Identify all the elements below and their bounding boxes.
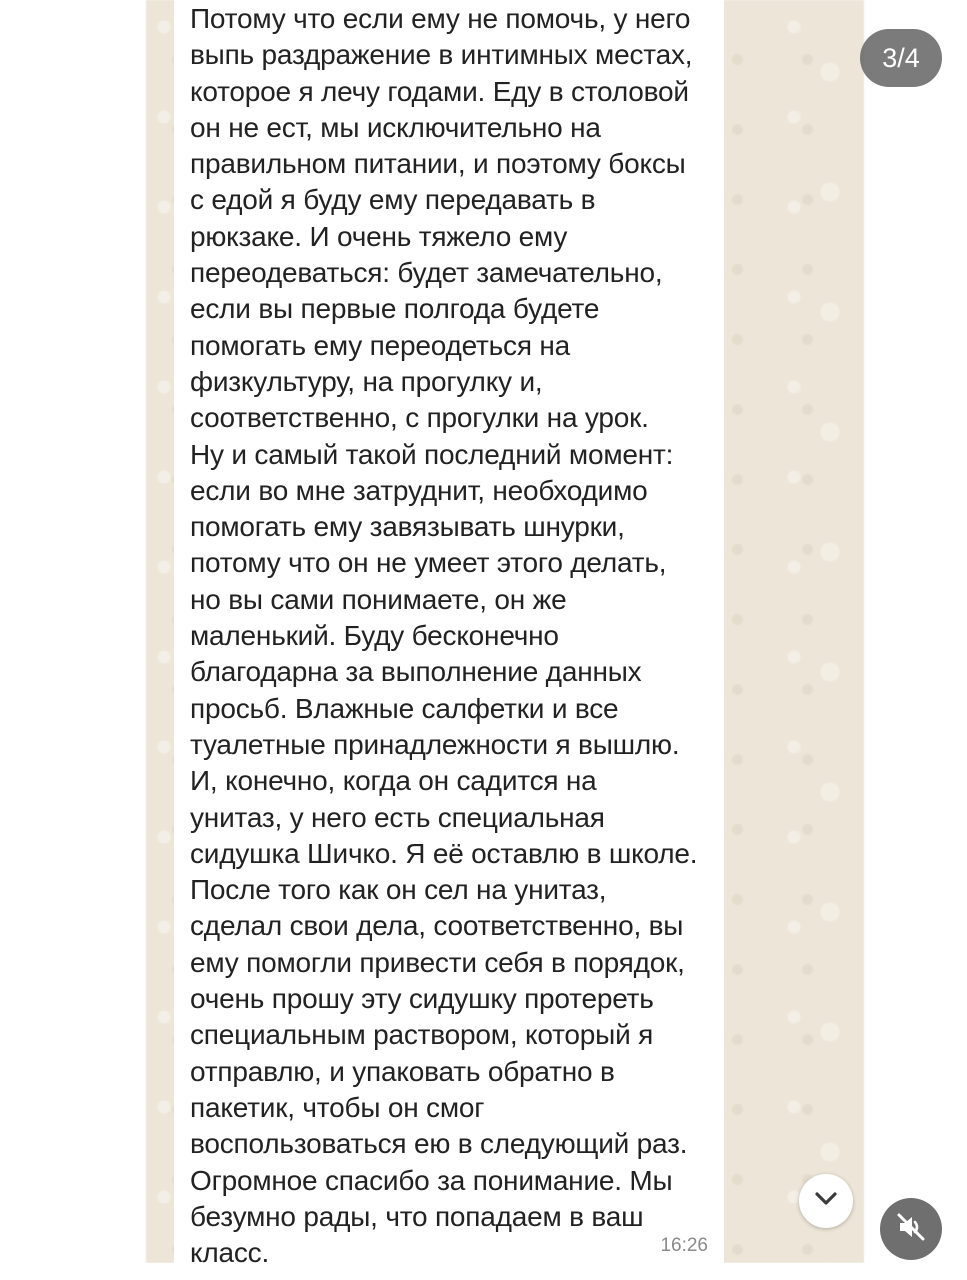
message-line: потому что он не умеет этого делать, (190, 547, 667, 579)
message-line: которое я лечу годами. Еду в столовой (190, 75, 689, 107)
message-line: пакетик, чтобы он смог (190, 1091, 485, 1123)
page-counter-badge: 3/4 (860, 29, 942, 87)
message-line: Ну и самый такой последний момент: (190, 438, 674, 470)
message-line: сделал свои дела, соответственно, вы (190, 910, 684, 942)
message-line: он не ест, мы исключительно на (190, 111, 601, 143)
message-line: И, конечно, когда он садится на (190, 765, 597, 797)
message-line: После того как он сел на унитаз, (190, 874, 607, 906)
message-line: помогать ему завязывать шнурки, (190, 511, 625, 543)
message-line: ему помогли привести себя в порядок, (190, 946, 685, 978)
message-line: соответственно, с прогулки на урок. (190, 402, 649, 434)
message-line: помогать ему переодеться на (190, 329, 571, 361)
speaker-muted-icon (894, 1210, 928, 1249)
message-text (190, 1, 720, 1271)
message-line: отправлю, и упаковать обратно в (190, 1055, 615, 1087)
message-line: но вы сами понимаете, он же (190, 583, 567, 615)
message-line: класс. (190, 1237, 270, 1269)
message-line: специальным раствором, который я (190, 1019, 654, 1051)
scroll-down-button[interactable] (799, 1174, 853, 1228)
message-line: очень прошу эту сидушку протереть (190, 983, 654, 1015)
message-line: Огромное спасибо за понимание. Мы (190, 1164, 673, 1196)
message-line: если во мне затруднит, необходимо (190, 474, 648, 506)
message-line: Потому что если ему не помочь, у него (190, 3, 691, 34)
message-line: унитаз, у него есть специальная (190, 801, 605, 833)
message-line: если вы первые полгода будете (190, 293, 600, 325)
chevron-down-icon (814, 1191, 838, 1212)
message-line: физкультуру, на прогулку и, (190, 365, 543, 397)
message-line: выпь раздражение в интимных местах, (190, 39, 693, 71)
message-line: безумно рады, что попадаем в ваш (190, 1200, 644, 1232)
message-line: рюкзаке. И очень тяжело ему (190, 220, 568, 252)
message-line: туалетные принадлежности я вышлю. (190, 728, 680, 760)
message-line: с едой я буду ему передавать в (190, 184, 596, 216)
message-line: переодеваться: будет замечательно, (190, 257, 663, 289)
message-line: сидушка Шичко. Я её оставлю в школе. (190, 837, 698, 869)
message-timestamp: 16:26 (660, 1235, 708, 1256)
message-line: правильном питании, и поэтому боксы (190, 148, 686, 180)
message-line: просьб. Влажные салфетки и все (190, 692, 619, 724)
message-line: маленький. Буду бесконечно (190, 620, 559, 652)
message-line: воспользоваться ею в следующий раз. (190, 1128, 688, 1160)
message-bubble (174, 0, 724, 1269)
mute-toggle-button[interactable] (880, 1198, 942, 1260)
message-line: благодарна за выполнение данных (190, 656, 642, 688)
